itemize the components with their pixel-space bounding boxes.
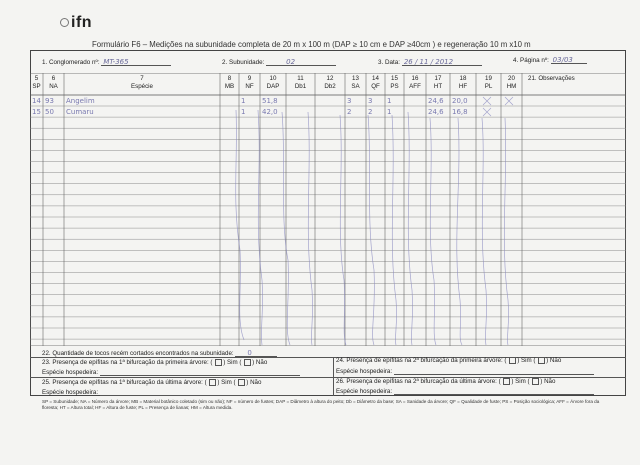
cell-especie: Angelim: [66, 97, 95, 105]
q23-yes-checkbox[interactable]: [215, 359, 222, 366]
col-head-code: HF: [458, 83, 468, 90]
col-head-code: Espécie: [130, 83, 153, 90]
cell-sa: 3: [347, 97, 352, 105]
cell-na: 50: [45, 108, 54, 117]
q22-tocos: 22. Quantidade de tocos recém cortados encontrados na subunidade: 0: [42, 349, 277, 357]
col-head-code: NF: [245, 83, 254, 90]
q23: 23. Presença de epífitas na 1ª bifurcação da primeira árvore: ( ) Sim ( ) Não: [42, 359, 268, 367]
cell-especie: Cumaru: [66, 108, 94, 117]
void-stroke: [392, 115, 397, 345]
cell-nf: 1: [241, 108, 246, 117]
field-subunidade[interactable]: 2. Subunidade: 02: [222, 58, 336, 66]
col-head-num: 18: [459, 75, 467, 82]
cell-nf: 1: [241, 97, 246, 105]
col-head-num: 14: [372, 75, 379, 82]
cell-sa: 2: [347, 108, 352, 117]
cell-ps: 1: [387, 97, 392, 105]
q26-yes-checkbox[interactable]: [503, 378, 510, 385]
cell-ps: 1: [387, 108, 392, 117]
void-stroke: [258, 110, 263, 345]
q23-host: Espécie hospedeira:: [42, 368, 300, 376]
void-stroke: [340, 115, 346, 345]
col-head-code: Db2: [324, 83, 336, 90]
cell-sp: 14: [32, 97, 41, 105]
void-stroke: [308, 112, 313, 345]
col-head-num: 9: [247, 75, 252, 82]
q24: 24. Presença de epífitas na 2ª bifurcação da primeira árvore: ( ) Sim ( ) Não: [336, 357, 562, 365]
cell-ht: 24,6: [428, 97, 444, 105]
void-stroke: [236, 110, 244, 340]
legend: SP = Subunidade; NA = Número da árvore; MB = Material botânico coletado (sim ou não); NF = número de fustes; DAP = Diâmetro à altura do peito; Db = Diâmetro da base; SA = Sanidade da árvore; QF = Qualidade de fuste; PS = Posição sociológica; AFF = Árvore fora da floresta; HT = Altura total; HF = Altura de fuste; PL = Presença de lianas; HM = Altura medida.: [42, 399, 600, 410]
col-head-num: 19: [485, 75, 492, 82]
q25-yes-checkbox[interactable]: [209, 379, 216, 386]
cell-hf: 20,0: [452, 97, 468, 105]
pen-mark-x: [505, 97, 513, 105]
col-head-num: 7: [140, 75, 144, 82]
col-head-code: PS: [390, 83, 399, 90]
col-head-code: Db1: [294, 83, 307, 90]
void-stroke: [408, 112, 413, 345]
col-head-code: AFF: [409, 83, 421, 90]
form-title: Formulário F6 – Medições na subunidade completa de 20 m x 100 m (DAP ≥ 10 cm e DAP ≥40cm ) e regeneração 10 m x10 m: [92, 40, 531, 49]
col-head-num: 12: [326, 75, 334, 82]
q25-no-checkbox[interactable]: [238, 379, 245, 386]
col-head-code: QF: [371, 83, 380, 90]
void-stroke: [504, 118, 508, 345]
col-head-code: NA: [49, 83, 58, 90]
cell-hf: 16,8: [452, 108, 468, 117]
void-stroke: [282, 112, 290, 345]
void-stroke: [482, 118, 487, 345]
col-head-code: HT: [433, 83, 443, 90]
col-head-num: 6: [51, 75, 56, 82]
q24-no-checkbox[interactable]: [538, 357, 545, 364]
q23-no-checkbox[interactable]: [244, 359, 251, 366]
cell-dap: 42,0: [262, 108, 278, 117]
q26: 26. Presença de epífitas na 2ª bifurcação da última árvore: ( ) Sim ( ) Não: [336, 378, 556, 386]
col-head-num: 5: [34, 75, 39, 82]
void-stroke: [430, 118, 436, 345]
void-stroke: [368, 115, 374, 345]
col-head-num: 10: [269, 75, 277, 82]
col-head-num: 17: [434, 75, 442, 82]
brand-text: ifn: [71, 14, 93, 31]
cell-dap: 51,8: [262, 97, 278, 105]
cell-qf: 3: [368, 97, 373, 105]
col-head-code: DAP: [266, 83, 280, 90]
col-head-num: 15: [391, 75, 398, 82]
q26-no-checkbox[interactable]: [532, 378, 539, 385]
col-head-code: MB: [224, 83, 235, 90]
q26-host: Espécie hospedeira:: [336, 387, 594, 395]
void-stroke: [457, 118, 462, 345]
col-head-num: 11: [297, 75, 304, 82]
col-head-code: SA: [351, 83, 360, 90]
cell-qf: 2: [368, 108, 373, 117]
cell-sp: 15: [32, 108, 41, 117]
pen-mark-x: [483, 108, 491, 116]
col-head-observacoes: 21. Observações: [528, 75, 575, 82]
q24-host: Espécie hospedeira:: [336, 367, 594, 375]
cell-ht: 24,6: [428, 108, 444, 117]
q24-yes-checkbox[interactable]: [509, 357, 516, 364]
field-conglomerado[interactable]: 1. Conglomerado nº: MT-365: [42, 58, 171, 66]
field-pagina[interactable]: 4. Página nº: 03/03: [513, 56, 587, 64]
col-head-num: 20: [508, 75, 515, 82]
q25-host: Espécie hospedeira:: [42, 388, 300, 396]
col-head-num: 13: [352, 75, 359, 82]
col-head-num: 16: [411, 75, 419, 82]
col-head-code: HM: [506, 83, 517, 90]
col-head-code: PL: [484, 83, 493, 90]
pen-mark-x: [483, 97, 491, 105]
col-head-code: SP: [32, 83, 41, 90]
col-head-num: 8: [227, 75, 232, 82]
q25: 25. Presença de epífitas na 1ª bifurcação da última árvore: ( ) Sim ( ) Não: [42, 379, 262, 387]
field-data[interactable]: 3. Data: 26 / 11 / 2012: [378, 58, 482, 66]
cell-na: 93: [45, 97, 54, 105]
